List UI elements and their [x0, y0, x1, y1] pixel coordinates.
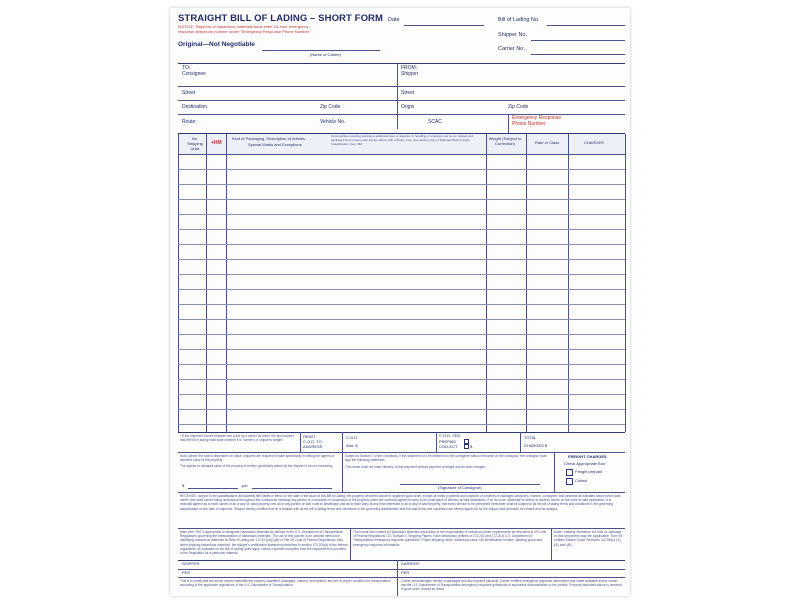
table-row[interactable] — [178, 244, 625, 245]
hazmat-notice-line-2: response telephone number under "Emergency Response Phone Number." — [178, 29, 312, 34]
collect-checkbox-label: Collect — [575, 478, 588, 483]
shipper-label: Shipper — [401, 71, 419, 77]
freight-prepaid-label: Freight prepaid — [575, 469, 602, 474]
col-hm-header: +HM — [211, 140, 222, 146]
table-column-rule — [178, 134, 179, 432]
shipper-per-label: PER — [182, 570, 191, 575]
original-not-negotiable: Original—Not Negotiable — [178, 41, 255, 48]
declared-value-per: per — [242, 483, 248, 488]
col-charges-header: CHARGES — [584, 140, 604, 145]
footer-rule-4 — [178, 528, 625, 529]
bill-of-lading-form — [170, 8, 630, 596]
cod-label: C.O.D. — [346, 435, 359, 440]
signature-of-consignor-caption: (Signature of Consignor) — [438, 485, 482, 490]
table-row[interactable] — [178, 259, 625, 260]
section-7-note: Subject to Section 7 of the conditions, if this shipment is to be delivered to the consignee without recourse on the consignor, the consignor shall sign the following statement: — [345, 454, 547, 463]
footer-divider-4 — [520, 432, 521, 452]
date-label: Date — [388, 17, 400, 23]
table-row[interactable] — [178, 184, 625, 185]
consignee-label: Consignee — [182, 71, 206, 77]
emergency-response-label-1: Emergency Response — [512, 115, 562, 121]
footer-divider-7 — [350, 528, 351, 560]
declared-value-field[interactable] — [188, 488, 238, 489]
received-terms: RECEIVED, subject to the classifications and lawfully filed tariffs in effect on the date of the issue of this Bill of Lading, the property described above in apparent good order, except as noted (contents and condition of contents of packages unknown), marked, consigned, and destined as indicated above which said carrier (the word carrier being understood throughout this contract as meaning any person or corporation in possession of the property under the contract) agrees to carry to its usual place of delivery at said destination, if on its route, otherwise to deliver to another carrier on the route to said destination. It is mutually agreed as to each carrier of all or any of, said property over all or any portion of said route to destination and as to each party at any time interested in all or any of said property, that every service to be performed hereunder shall be subject to all the bill of lading terms and conditions in the governing classification on the date of shipment. Shipper hereby certifies that he is familiar with all the bill of lading terms and conditions in the governing classification and the said terms and conditions are hereby agreed to by the shipper and accepted for himself and his assigns. — [180, 494, 621, 511]
table-row[interactable] — [178, 274, 625, 275]
from-label: FROM: — [401, 65, 418, 71]
rate-value-note: Note–Where the rate is dependent on value, shippers are required to state specifically in writing the agreed or declared value of the property. — [180, 454, 335, 462]
shipper-signature-label: SHIPPER — [182, 561, 200, 566]
emergency-divider — [508, 114, 509, 134]
bill-of-lading-no-label: Bill of Lading No. — [498, 17, 540, 23]
origin-label: Origin — [401, 104, 415, 110]
col-rate-header: Rate or Class — [535, 140, 560, 145]
carrier-no-field[interactable] — [531, 54, 625, 55]
emergency-response-label-2: Phone Number — [512, 121, 546, 127]
check-appropriate-box-label: Check Appropriate Box: — [564, 461, 607, 466]
freight-charges-label: FREIGHT CHARGES — [568, 454, 607, 459]
emergency-info-note: The format and content of Hazardous Materials description is the responsibility of individual carrier requirements as described in 49 Code of Federal Regulations 172, Subpart C Shipping Papers. Each description (entries of 172.201 and 172.202) U.S. Department of Transportation emergency response guidebook, Proper shipping name, hazardous class, UN identification number, packing group and emergency response information. — [353, 530, 547, 547]
footer-divider-8 — [551, 528, 552, 560]
bill-of-lading-no-field[interactable] — [547, 25, 625, 26]
to-label: TO: — [182, 65, 191, 71]
total-label: TOTAL — [524, 435, 537, 440]
table-column-rule — [526, 134, 527, 432]
table-row[interactable] — [178, 334, 625, 335]
table-column-rule — [568, 134, 569, 432]
hazmat-notice-line-1: NOTICE: Shippers of hazardous materials must enter 24-hour emergency — [178, 24, 309, 29]
liability-note: Note: Liability limitation for loss or damage in this shipment may be applicable. See 49 United States Code Sections 14706(c) (1)(A) and (B). — [554, 530, 623, 547]
remit-label: REMIT — [303, 434, 316, 439]
hazmat-marking-note: Mark with "HM" if appropriate to designate Hazardous Materials as defined in the U.S. Department of Transportation Regulations governing the transportation of hazardous materials. The use of this column is an optional method for identifying hazardous materials on Bills of Lading per 172.201(a)(1)(iii) of Title 49 Code of Federal Regulations. Also when shipping hazardous materials, the shipper's certification statement prescribed in section 172.204(a) of the federal regulations, as indicated on the Bill of Lading does apply, unless a specific exception from the requirement is provided in the Regulation for a particular material. — [180, 530, 348, 556]
route-label: Route: — [182, 119, 197, 125]
shipper-no-field[interactable] — [531, 40, 625, 41]
collect-label: COLLECT — [439, 444, 458, 449]
name-of-carrier-caption: (Name of Carrier) — [310, 52, 342, 57]
cod-fee-dollar: $ — [470, 444, 473, 449]
cod-fee-label: C.O.D. FEE: — [439, 433, 462, 438]
consignee-street-label: Street — [182, 90, 196, 96]
table-row[interactable] — [178, 199, 625, 200]
col-committed-note: Commodities requiring special or additional care or attention in handling or stowing must be so marked and packaged as to ensure safe transportation with ordinary care. See Section 2(e) of National Motor Freight Classification, Item 360. — [331, 135, 473, 146]
table-row[interactable] — [178, 229, 625, 230]
carrier-no-label: Carrier No. — [498, 46, 525, 52]
col-kind-header-1: Kind of Packaging, Description of Articles — [232, 136, 305, 141]
collect-checkbox[interactable] — [566, 478, 573, 485]
footer-divider-6 — [554, 452, 555, 492]
per-signature-field[interactable] — [178, 577, 625, 578]
table-bottom-rule — [178, 432, 625, 433]
table-column-rule — [625, 134, 626, 432]
table-row[interactable] — [178, 349, 625, 350]
prepaid-label: PREPAID — [439, 439, 457, 444]
footer-divider-2 — [342, 432, 343, 452]
destination-label: Destination — [182, 104, 208, 110]
table-column-rule — [486, 134, 487, 432]
consignee-field[interactable] — [178, 86, 625, 87]
table-row[interactable] — [178, 379, 625, 380]
cod-collect-checkbox[interactable] — [464, 444, 469, 449]
table-row[interactable] — [178, 289, 625, 290]
col-kind-header-2: Special Marks and Exceptions — [248, 142, 302, 147]
street-field[interactable] — [178, 100, 625, 101]
carrier-delivery-note: The carrier shall not make delivery of this shipment without payment of freight and all other charges. — [345, 465, 486, 469]
table-row[interactable] — [178, 409, 625, 410]
table-row[interactable] — [178, 394, 625, 395]
shipment-water-note: * If the shipment moves between two ports by a carrier by water, the law requires that the bill of lading shall state whether it is "carrier's or shipper's weight". — [180, 434, 294, 443]
table-row[interactable] — [178, 214, 625, 215]
footer-divider-5 — [342, 452, 343, 492]
table-row[interactable] — [178, 364, 625, 365]
date-field[interactable] — [404, 25, 484, 26]
freight-prepaid-checkbox[interactable] — [566, 469, 573, 476]
declared-value-dollar: $ — [182, 483, 185, 488]
footer-divider-9 — [397, 560, 398, 596]
destination-zip-label: Zip Code — [320, 104, 341, 110]
table-column-rule — [226, 134, 227, 432]
scac-label: SCAC — [428, 119, 442, 125]
agreed-value-note: The agreed or declared value of the property is hereby specifically stated by the shipper to be not exceeding — [180, 464, 333, 468]
table-row[interactable] — [178, 169, 625, 170]
origin-zip-label: Zip Code — [508, 104, 529, 110]
carrier-signature-label: CARRIER — [401, 561, 420, 566]
footer-divider-1 — [300, 432, 301, 452]
form-title: STRAIGHT BILL OF LADING – SHORT FORM — [178, 13, 384, 24]
carrier-name-line[interactable] — [262, 50, 380, 51]
parties-center-divider — [397, 63, 398, 129]
footer-divider-3 — [436, 432, 437, 452]
cod-amount-label: Amt. $ — [346, 443, 358, 448]
table-row[interactable] — [178, 319, 625, 320]
cod-to-label: C.O.D. TO: — [303, 439, 323, 444]
header-divider — [178, 63, 625, 64]
col-weight-header: Weight (Subject to Correction) — [488, 136, 522, 146]
carrier-per-label: PER — [401, 570, 410, 575]
footer-rule-3 — [178, 492, 625, 493]
shipper-street-label: Street — [401, 90, 415, 96]
table-row[interactable] — [178, 304, 625, 305]
shipper-certification: This is to certify that the above named materials are properly classified, packaged, marked, and labeled, and are in proper condition for transportation according to the applicable regulations of the U.S. Department of Transportation. — [180, 579, 391, 588]
address-label: ADDRESS — [303, 444, 323, 449]
table-row[interactable] — [178, 424, 625, 425]
table-column-rule — [206, 134, 207, 432]
footer-rule-2 — [178, 452, 625, 453]
table-header-bottom — [178, 154, 625, 155]
vehicle-no-label: Vehicle No. — [320, 119, 346, 125]
shipper-no-label: Shipper No. — [498, 32, 528, 38]
total-charges-label: CHARGES $ — [524, 443, 548, 448]
carrier-acknowledgment: Carrier acknowledges receipt of packages and any required placards. Carrier certifies emergency response information was made available and/or carrier has the U.S. Department of Transportation emergency response guidebook or equivalent documentation in the vehicle. Property described above is received in good order, except as noted. — [401, 579, 622, 592]
col-units-header: No. Shipping Units — [187, 136, 203, 151]
declared-value-unit-field[interactable] — [252, 488, 332, 489]
